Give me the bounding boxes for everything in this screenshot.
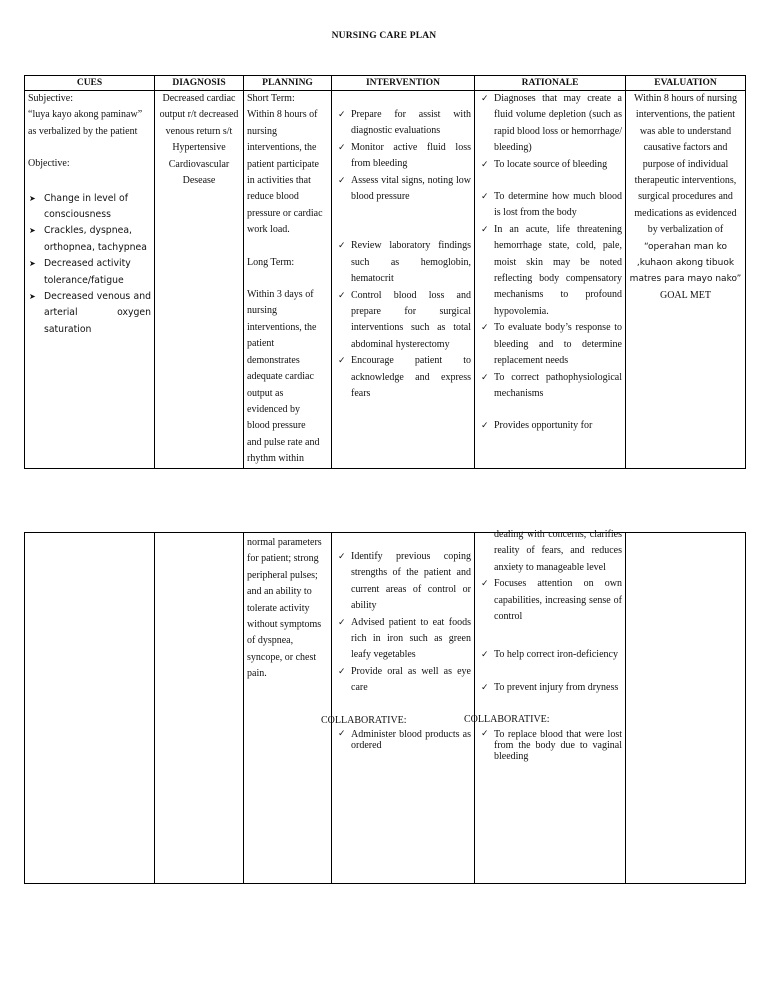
rationale-item: ✓ To replace blood that were lost from the body due to vaginal bleeding [478, 729, 622, 762]
evaluation-cell [626, 91, 746, 469]
diagnosis-line: Desease [182, 175, 216, 187]
rationale-item: ✓ Focuses attention on own capabilities, increasing sense of control [478, 576, 622, 625]
objective-item: ➤ Decreased venous and arterial oxygen saturation [28, 289, 151, 338]
page-title: NURSING CARE PLAN [331, 31, 437, 41]
intervention-list-2 [335, 238, 471, 402]
collaborative-interventions [335, 729, 471, 751]
subjective-label: Subjective: [28, 93, 73, 104]
header-rationale: RATIONALE [475, 76, 626, 91]
subjective-attribution: as verbalized by the patient [28, 125, 138, 137]
long-term-goal-continued: normal parameters for patient; strong peripheral pulses; and an ability to tolerate activity without symptoms of dyspnea, syncope, or chest pain. [247, 537, 322, 680]
rationale-continued-text: dealing with concerns, clarifies reality of fears, and reduces anxiety to manageable level [494, 529, 622, 573]
rationale-item: ✓ To prevent injury from dryness [478, 680, 622, 696]
collaborative-label: COLLABORATIVE: [464, 714, 550, 726]
intervention-list-3 [335, 549, 471, 697]
rationale-item: ✓ Diagnoses that may create a fluid volume depletion (such as rapid blood loss or hemorrhage/ bleeding) [478, 91, 622, 157]
intervention-item: ✓ Identify previous coping strengths of the patient and current areas of control or ability [335, 549, 471, 615]
rationale-list-1 [478, 91, 622, 173]
diagnosis-line: Decreased cardiac [162, 93, 236, 104]
header-intervention: INTERVENTION [332, 76, 475, 91]
objective-list [28, 191, 151, 339]
short-term-label: Short Term: [247, 93, 295, 104]
rationale-list-5 [478, 647, 622, 663]
rationale-item: ✓ Provides opportunity for [478, 418, 622, 434]
intervention-item: ✓ Review laboratory findings such as hemoglobin, hematocrit [335, 238, 471, 287]
rationale-list-3 [478, 418, 622, 434]
subjective-quote: “luya kayo akong paminaw” [28, 109, 143, 121]
evaluation-cell-continued [626, 533, 746, 884]
rationale-item: ✓ To locate source of bleeding [478, 157, 622, 173]
header-diagnosis: DIAGNOSIS [155, 76, 244, 91]
intervention-item: ✓ Encourage patient to acknowledge and express fears [335, 353, 471, 402]
long-term-goal: Within 3 days of nursing interventions, the patient demonstrates adequate cardiac output as evidenced by blood pressure and pulse rate and rhythm within [247, 289, 320, 465]
intervention-item: ✓ Control blood loss and prepare for surgical interventions such as total abdominal hysterectomy [335, 288, 471, 354]
header-planning: PLANNING [244, 76, 332, 91]
intervention-item: ✓ Provide oral as well as eye care [335, 664, 471, 697]
intervention-item: ✓ Monitor active fluid loss from bleeding [335, 140, 471, 173]
care-plan-table-page-1 [24, 75, 746, 469]
header-cues: CUES [25, 76, 155, 91]
collaborative-label: COLLABORATIVE: [321, 714, 407, 726]
diagnosis-cell-continued [155, 533, 244, 884]
evaluation-quote: “operahan man ko ,kuhaon akong tibuok matres para mayo nako” [629, 241, 742, 285]
header-row [25, 76, 746, 91]
intervention-list-1 [335, 107, 471, 205]
intervention-cell-continued [321, 533, 475, 884]
cues-cell [25, 91, 155, 469]
care-plan-table-page-2 [24, 529, 746, 884]
header-evaluation: EVALUATION [626, 76, 746, 91]
intervention-cell [332, 91, 475, 469]
rationale-item: ✓ To help correct iron-deficiency [478, 647, 622, 663]
rationale-item: ✓ In an acute, life threatening hemorrhage state, cold, pale, moist skin may be noted reflecting body compensatory mechanisms to profound hypovolemia. [478, 222, 622, 320]
planning-cell [244, 91, 332, 469]
diagnosis-line: Hypertensive [172, 142, 226, 154]
evaluation-result: GOAL MET [659, 289, 711, 301]
diagnosis-line: venous return s/t [165, 125, 233, 137]
evaluation-text: Within 8 hours of nursing interventions, the patient was able to understand causative factors and purpose of individual therapeutic interventions, surgical procedures and medications as evidenced by verbalization of [634, 93, 737, 236]
rationale-item: ✓ To correct pathophysiological mechanisms [478, 370, 622, 403]
rationale-item: ✓ To evaluate body’s response to bleeding and to determine replacement needs [478, 320, 622, 369]
short-term-goal: Within 8 hours of nursing interventions, the patient participate in activities that reduce blood pressure or cardiac work load. [247, 109, 323, 236]
diagnosis-cell [155, 91, 244, 469]
rationale-cell-continued [464, 529, 626, 884]
objective-label: Objective: [28, 158, 70, 170]
diagnosis-line: Cardiovascular [168, 158, 230, 170]
content-row-continued [25, 533, 746, 884]
intervention-item: ✓ Prepare for assist with diagnostic evaluations [335, 107, 471, 140]
rationale-list-2 [478, 189, 622, 402]
rationale-list-4 [478, 576, 622, 625]
objective-item: ➤ Change in level of consciousness [28, 191, 151, 224]
rationale-list-6 [478, 680, 622, 696]
content-row [25, 91, 746, 469]
intervention-item: ✓ Administer blood products as ordered [335, 729, 471, 751]
planning-cell-continued [244, 533, 332, 884]
intervention-item: ✓ Assess vital signs, noting low blood pressure [335, 173, 471, 206]
objective-item: ➤ Crackles, dyspnea, orthopnea, tachypnea [28, 223, 151, 256]
collaborative-rationale [478, 729, 622, 762]
intervention-item: ✓ Advised patient to eat foods rich in iron such as green leafy vegetables [335, 615, 471, 664]
long-term-label: Long Term: [247, 256, 295, 268]
cues-cell-continued [25, 533, 155, 884]
diagnosis-line: output r/t decreased [159, 109, 239, 121]
rationale-cell [475, 91, 626, 469]
rationale-item: ✓ To determine how much blood is lost from the body [478, 189, 622, 222]
objective-item: ➤ Decreased activity tolerance/fatigue [28, 256, 151, 289]
